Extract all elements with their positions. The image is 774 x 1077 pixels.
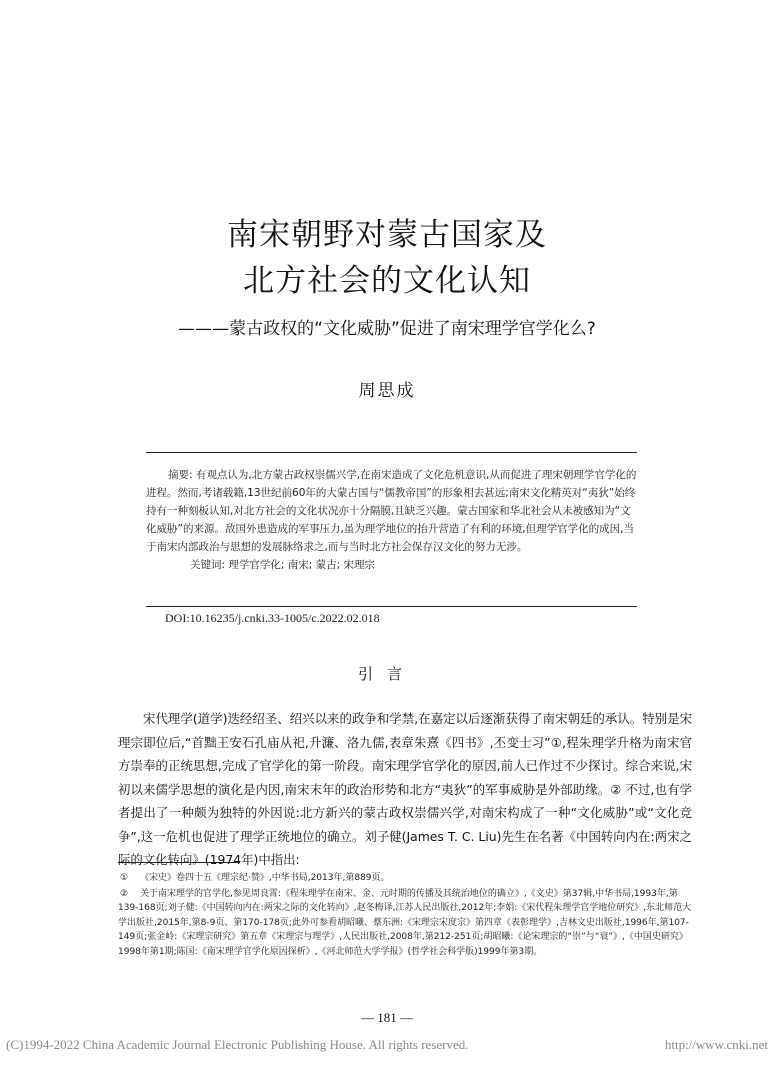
footnote-1-text: 《宋史》卷四十五《理宗纪·赞》,中华书局,2013年,第889页。 (140, 873, 390, 883)
abstract-block (146, 466, 637, 574)
abstract-bottom-rule (146, 606, 637, 607)
footnote-2 (118, 887, 692, 960)
footnote-1-mark: ① (120, 873, 129, 883)
abstract-text: 摘要: 有观点认为,北方蒙古政权崇儒兴学,在南宋造成了文化危机意识,从而促进了理宋朝理学官学化的进程。然而,考诸载籍,13世纪前60年的大蒙古国与“儒教帝国”的形象相去甚远;南宋文化精英对“夷狄”始终持有一种刻板认知,对北方社会的文化状况亦十分隔膜,且缺乏兴趣。蒙古国家和华北社会从未被感知为“文化威胁”的来源。敌国外患造成的军事压力,虽为理学地位的抬升营造了有利的环境,但理学官学化的成因,当于南宋内部政治与思想的发展脉络求之,而与当时北方社会保存汉文化的努力无涉。 (146, 469, 637, 553)
footnote-2-mark: ② (120, 888, 129, 899)
article-title-line-2: 北方社会的文化认知 (243, 263, 531, 299)
author-name: 周思成 (358, 381, 416, 401)
doi-line[interactable]: DOI:10.16235/j.cnki.33-1005/c.2022.02.018 (165, 611, 380, 625)
page-number: — 181 — (361, 1010, 413, 1025)
keywords: 关键词: 理学官学化; 南宋; 蒙古; 宋理宗 (190, 559, 376, 571)
footnotes (118, 871, 692, 961)
cnki-link[interactable]: http://www.cnki.net (664, 1037, 768, 1052)
copyright-notice: (C)1994-2022 China Academic Journal Electronic Publishing House. All rights reserved. (6, 1037, 469, 1052)
footnote-rule (118, 862, 240, 863)
section-heading: 引言 (357, 665, 416, 683)
body-paragraph: 宋代理学(道学)迭经绍圣、绍兴以来的政争和学禁,在嘉定以后逐渐获得了南宋朝廷的承认。特别是宋理宗即位后,“首黜王安石孔庙从祀,升濂、洛九儒,表章朱熹《四书》,丕变士习”①,程朱理学升格为南宋官方崇奉的正统思想,完成了官学化的第一阶段。南宋理学官学化的原因,前人已作过不少探讨。综合来说,宋初以来儒学思想的演化是内因,南宋末年的政治形势和北方“夷狄”的军事威胁是外部助缘。② 不过,也有学者提出了一种颇为独特的外因说:北方新兴的蒙古政权崇儒兴学,对南宋构成了一种“文化威胁”或“文化竞争”,这一危机也促进了理学正统地位的确立。刘子健(James T. C. Liu)先生在名著《中国转向内在:两宋之际的文化转向》(1974年)中指出: (118, 711, 692, 867)
article-title-line-1: 南宋朝野对蒙古国家及 (227, 217, 547, 253)
abstract-top-rule (146, 452, 637, 453)
copyright-bar (6, 1037, 768, 1053)
article-subtitle: ———蒙古政权的“文化威胁”促进了南宋理学官学化么? (178, 319, 596, 339)
body-text (118, 707, 692, 872)
footnote-1 (118, 871, 692, 886)
footnote-2-text: 关于南宋理学的官学化,参见周良霄:《程朱理学在南宋、金、元时期的传播及其统治地位的确立》,《文史》第37辑,中华书局,1993年,第139-168页;刘子健:《中国转向内在:两宋之际的文化转向》,赵冬梅译,江苏人民出版社,2012年;李娟:《宋代程朱理学官学地位研究》,东北师范大学出版社,2015年,第8-9页、第170-178页;此外可参看胡昭曦、蔡东洲:《宋理宗宋度宗》第四章《表彰理学》,吉林文史出版社,1996年,第107-149页;张金岭:《宋理宗研究》第五章《宋理宗与理学》,人民出版社,2008年,第212-251页;胡昭曦:《论宋理宗的“崇”与“衰”》,《中国史研究》1998年第1期;陈国:《南宋理学官学化原因探析》,《河北师范大学学报》(哲学社会科学版)1999年第3期。 (118, 888, 692, 957)
